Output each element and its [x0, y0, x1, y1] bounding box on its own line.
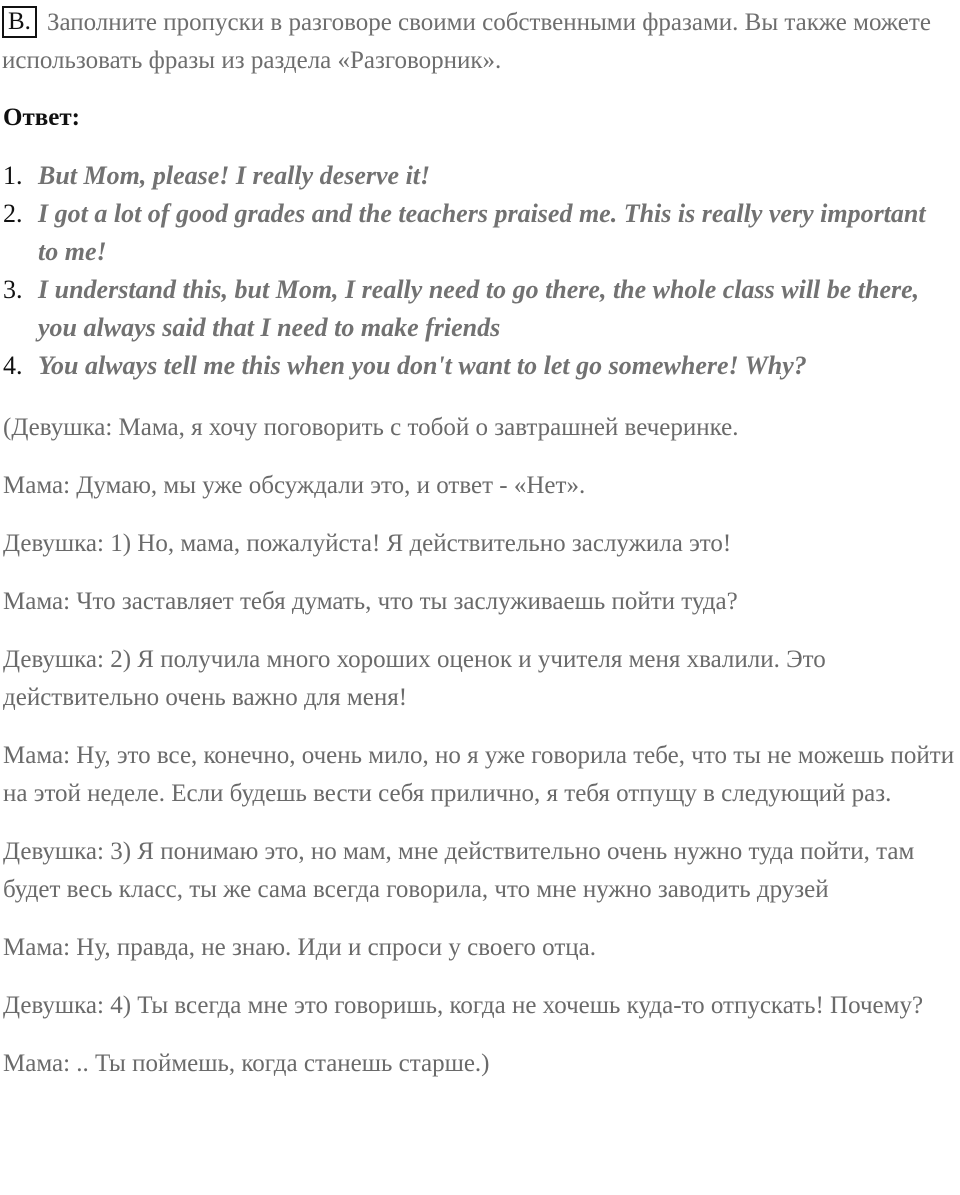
dialogue-line: Мама: .. Ты поймешь, когда станешь старше.) [3, 1050, 490, 1077]
dialogue-line: Мама: Ну, это все, конечно, очень мило, но я уже говорила тебе, что ты не можешь пойти на этой неделе. Если будешь вести себя прилично, я тебя отпущу в следующий раз. [3, 742, 955, 807]
answer-number: 3. [3, 275, 23, 304]
task-letter-box: B. [2, 6, 37, 38]
dialogue-line: Девушка: 4) Ты всегда мне это говоришь, когда не хочешь куда-то отпускать! Почему? [3, 992, 924, 1019]
answer-item [0, 347, 950, 385]
answer-heading: Ответ: [3, 104, 80, 131]
answer-list [0, 157, 950, 385]
answer-text: But Mom, please! I really deserve it! [38, 161, 431, 190]
dialogue-line: Мама: Ну, правда, не знаю. Иди и спроси у своего отца. [3, 934, 596, 961]
answer-item [0, 157, 950, 195]
answer-text: I understand this, but Mom, I really need to go there, the whole class will be there, you always said that I need to make friends [38, 275, 920, 342]
dialogue-line: Девушка: 2) Я получила много хороших оценок и учителя меня хвалили. Это действительно очень важно для меня! [3, 646, 826, 711]
answer-number: 1. [3, 161, 23, 190]
answer-item [0, 195, 950, 271]
dialogue-line: (Девушка: Мама, я хочу поговорить с тобой о завтрашней вечеринке. [3, 414, 739, 441]
answer-number: 4. [3, 351, 23, 380]
dialogue-line: Девушка: 1) Но, мама, пожалуйста! Я действительно заслужила это! [3, 530, 732, 557]
answer-text: I got a lot of good grades and the teachers praised me. This is really very important to me! [38, 199, 926, 266]
task-instruction-block [2, 4, 947, 80]
dialogue-line: Мама: Что заставляет тебя думать, что ты заслуживаешь пойти туда? [3, 588, 738, 615]
answer-item [0, 271, 950, 347]
dialogue-translation [3, 409, 958, 1103]
dialogue-line: Мама: Думаю, мы уже обсуждали это, и ответ - «Нет». [3, 472, 586, 499]
answer-text: You always tell me this when you don't want to let go somewhere! Why? [38, 351, 807, 380]
task-instruction-text: Заполните пропуски в разговоре своими собственными фразами. Вы также можете использовать фразы из раздела «Разговорник». [2, 9, 931, 74]
answer-number: 2. [3, 199, 23, 228]
dialogue-line: Девушка: 3) Я понимаю это, но мам, мне действительно очень нужно туда пойти, там будет весь класс, ты же сама всегда говорила, что мне нужно заводить друзей [3, 838, 915, 903]
